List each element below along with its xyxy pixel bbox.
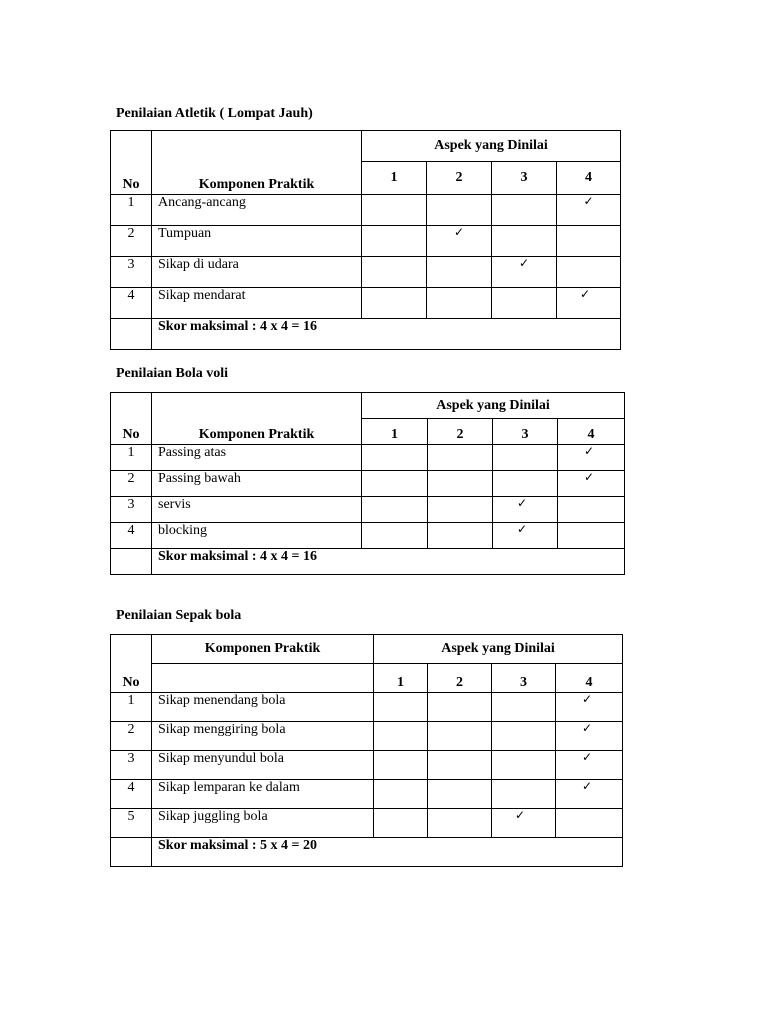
row-no: 1 <box>111 195 152 226</box>
checkmark-icon: ✓ <box>583 194 594 208</box>
score-cell <box>492 257 557 288</box>
table-row-skor <box>111 838 623 867</box>
header-no: No <box>111 131 152 195</box>
score-cell <box>493 523 558 549</box>
row-no: 5 <box>111 809 152 838</box>
table-row <box>111 523 625 549</box>
score-cell <box>362 288 427 319</box>
score-cell <box>428 445 493 471</box>
checkmark-icon: ✓ <box>581 750 593 764</box>
header-no: No <box>111 393 152 445</box>
table-atletik <box>110 130 621 350</box>
section-title-atletik: Penilaian Atletik ( Lompat Jauh) <box>116 106 313 121</box>
score-cell <box>428 722 492 751</box>
header-level-2: 2 <box>427 162 492 195</box>
header-level-4: 4 <box>557 162 621 195</box>
checkmark-icon: ✓ <box>518 256 530 270</box>
score-cell <box>558 471 625 497</box>
skor-maksimal: Skor maksimal : 4 x 4 = 16 <box>152 549 625 575</box>
score-cell <box>428 751 492 780</box>
score-cell <box>492 780 556 809</box>
row-komponen: Sikap di udara <box>152 257 362 288</box>
header-komponen: Komponen Praktik <box>152 393 362 445</box>
table-row-skor <box>111 319 621 350</box>
score-cell <box>558 445 625 471</box>
skor-maksimal: Skor maksimal : 5 x 4 = 20 <box>152 838 623 867</box>
score-cell <box>556 809 623 838</box>
score-cell <box>492 195 557 226</box>
row-komponen: servis <box>152 497 362 523</box>
table-row <box>111 471 625 497</box>
row-no: 3 <box>111 751 152 780</box>
table-row <box>111 445 625 471</box>
score-cell <box>558 523 625 549</box>
row-no: 2 <box>111 471 152 497</box>
score-cell <box>556 751 623 780</box>
table-row <box>111 809 623 838</box>
score-cell <box>374 693 428 722</box>
score-cell <box>492 809 556 838</box>
score-cell <box>428 471 493 497</box>
checkmark-icon: ✓ <box>581 721 593 735</box>
table-row <box>111 722 623 751</box>
score-cell <box>374 809 428 838</box>
row-komponen: Sikap mendarat <box>152 288 362 319</box>
score-cell <box>492 693 556 722</box>
score-cell <box>374 722 428 751</box>
score-cell <box>558 497 625 523</box>
score-cell <box>374 751 428 780</box>
header-blank-cell <box>152 664 374 693</box>
score-cell <box>556 780 623 809</box>
row-komponen: Sikap juggling bola <box>152 809 374 838</box>
row-komponen: Passing atas <box>152 445 362 471</box>
row-no: 4 <box>111 780 152 809</box>
table-row <box>111 195 621 226</box>
score-cell <box>427 195 492 226</box>
score-cell <box>557 257 621 288</box>
row-komponen: Sikap menggiring bola <box>152 722 374 751</box>
checkmark-icon: ✓ <box>583 444 595 458</box>
skor-blank-cell <box>111 319 152 350</box>
row-komponen: Sikap menyundul bola <box>152 751 374 780</box>
row-komponen: Sikap lemparan ke dalam <box>152 780 374 809</box>
header-level-4: 4 <box>558 419 625 445</box>
checkmark-icon: ✓ <box>581 692 593 706</box>
table-row <box>111 780 623 809</box>
header-level-4: 4 <box>556 664 623 693</box>
score-cell <box>428 809 492 838</box>
table-row <box>111 226 621 257</box>
score-cell <box>362 226 427 257</box>
table-row <box>111 288 621 319</box>
row-no: 3 <box>111 257 152 288</box>
skor-blank-cell <box>111 838 152 867</box>
table-row <box>111 693 623 722</box>
score-cell <box>362 445 428 471</box>
score-cell <box>427 226 492 257</box>
row-no: 1 <box>111 445 152 471</box>
header-aspek: Aspek yang Dinilai <box>362 393 625 419</box>
score-cell <box>492 751 556 780</box>
row-no: 3 <box>111 497 152 523</box>
score-cell <box>557 195 621 226</box>
score-cell <box>427 288 492 319</box>
score-cell <box>493 471 558 497</box>
score-cell <box>428 780 492 809</box>
section-title-bola-voli: Penilaian Bola voli <box>116 366 229 381</box>
row-no: 4 <box>111 288 152 319</box>
header-level-1: 1 <box>362 419 428 445</box>
header-level-3: 3 <box>493 419 558 445</box>
score-cell <box>428 523 493 549</box>
header-level-1: 1 <box>374 664 428 693</box>
header-aspek: Aspek yang Dinilai <box>374 635 623 664</box>
row-no: 2 <box>111 226 152 257</box>
checkmark-icon: ✓ <box>516 496 527 510</box>
table-sepak-bola <box>110 634 623 867</box>
row-no: 4 <box>111 523 152 549</box>
score-cell <box>362 471 428 497</box>
header-no: No <box>111 635 152 693</box>
checkmark-icon: ✓ <box>516 522 527 536</box>
header-komponen: Komponen Praktik <box>152 131 362 195</box>
score-cell <box>557 288 621 319</box>
checkmark-icon: ✓ <box>583 470 595 484</box>
score-cell <box>493 497 558 523</box>
header-aspek: Aspek yang Dinilai <box>362 131 621 162</box>
score-cell <box>428 693 492 722</box>
row-no: 2 <box>111 722 152 751</box>
row-komponen: Ancang-ancang <box>152 195 362 226</box>
score-cell <box>556 693 623 722</box>
table-bola-voli <box>110 392 625 575</box>
header-level-2: 2 <box>428 419 493 445</box>
score-cell <box>428 497 493 523</box>
score-cell <box>427 257 492 288</box>
skor-maksimal: Skor maksimal : 4 x 4 = 16 <box>152 319 621 350</box>
score-cell <box>362 195 427 226</box>
skor-blank-cell <box>111 549 152 575</box>
row-komponen: blocking <box>152 523 362 549</box>
row-komponen: Sikap menendang bola <box>152 693 374 722</box>
header-level-2: 2 <box>428 664 492 693</box>
checkmark-icon: ✓ <box>579 287 591 301</box>
checkmark-icon: ✓ <box>514 808 525 822</box>
header-level-3: 3 <box>492 162 557 195</box>
header-level-1: 1 <box>362 162 427 195</box>
table-row <box>111 257 621 288</box>
checkmark-icon: ✓ <box>453 225 465 239</box>
score-cell <box>557 226 621 257</box>
table-row <box>111 497 625 523</box>
score-cell <box>374 780 428 809</box>
table-row <box>111 751 623 780</box>
table-row-skor <box>111 549 625 575</box>
row-komponen: Passing bawah <box>152 471 362 497</box>
score-cell <box>362 257 427 288</box>
row-no: 1 <box>111 693 152 722</box>
row-komponen: Tumpuan <box>152 226 362 257</box>
score-cell <box>492 226 557 257</box>
header-level-3: 3 <box>492 664 556 693</box>
header-komponen: Komponen Praktik <box>152 635 374 664</box>
score-cell <box>492 288 557 319</box>
score-cell <box>493 445 558 471</box>
score-cell <box>362 497 428 523</box>
score-cell <box>492 722 556 751</box>
section-title-sepak-bola: Penilaian Sepak bola <box>116 608 242 623</box>
score-cell <box>362 523 428 549</box>
score-cell <box>556 722 623 751</box>
checkmark-icon: ✓ <box>581 779 593 793</box>
